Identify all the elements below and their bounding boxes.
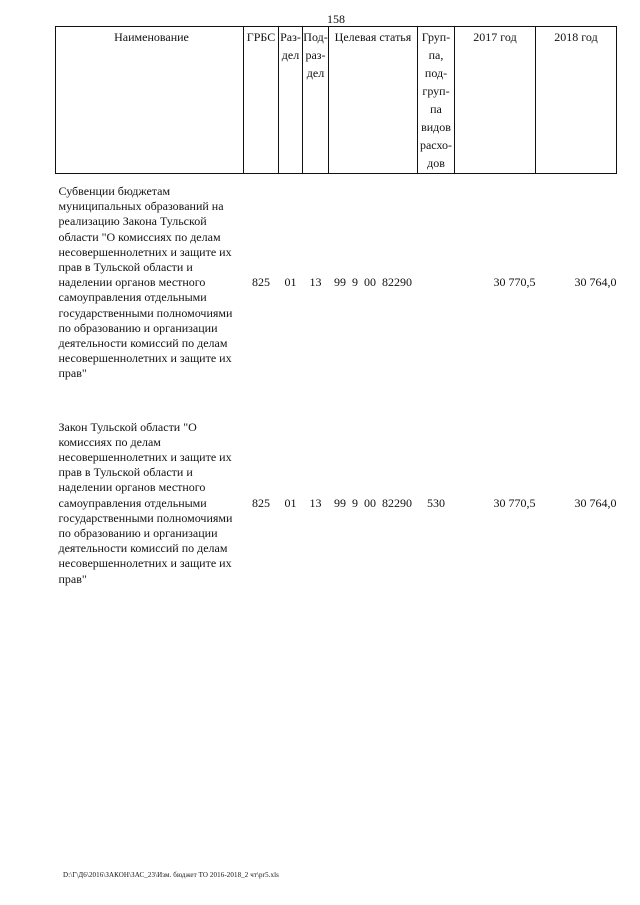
row-subsection: 13 bbox=[309, 495, 322, 510]
page-number: 158 bbox=[327, 12, 345, 26]
header-subsection bbox=[303, 27, 329, 174]
row-amount-2017: 30 770,5 bbox=[493, 495, 536, 510]
header-section bbox=[279, 27, 303, 174]
row-grbs: 825 bbox=[252, 495, 270, 510]
header-name: Наименование bbox=[56, 27, 244, 174]
header-subsection-text: Под- раз- дел bbox=[303, 30, 328, 80]
row-target-article: 99 9 00 82290 bbox=[334, 495, 412, 510]
row-amount-2017: 30 770,5 bbox=[493, 275, 536, 290]
row-target-article: 99 9 00 82290 bbox=[334, 275, 412, 290]
row-grbs: 825 bbox=[252, 275, 270, 290]
row-amount-2018: 30 764,0 bbox=[574, 275, 617, 290]
table-row bbox=[56, 420, 617, 587]
table-header-row bbox=[56, 27, 617, 174]
row-subsection: 13 bbox=[309, 275, 322, 290]
file-path-footer: D:\Г\Д6\2016\ЗАКОН\ЗАС_23\Изм. бюджет ТО 2016-2018_2 чт\pr5.xls bbox=[63, 871, 279, 879]
header-expense-group-text: Груп- па, под- груп- па видов расхо- дов bbox=[419, 30, 453, 170]
header-section-text: Раз- дел bbox=[280, 30, 301, 62]
row-section: 01 bbox=[284, 275, 297, 290]
header-target-article: Целевая статья bbox=[329, 27, 418, 174]
header-year-2017: 2017 год bbox=[455, 27, 536, 174]
header-year-2018: 2018 год bbox=[536, 27, 617, 174]
row-expense-group: 530 bbox=[427, 495, 445, 510]
row-name: Закон Тульской области "О комиссиях по делам несовершеннолетних и защите их прав в Тульской области и наделении органов местного самоуправления отдельными государственными полномочиями по образованию и организации деятельности комиссий по делам несовершеннолетних и защите их прав" bbox=[58, 419, 233, 586]
row-section: 01 bbox=[284, 495, 297, 510]
header-grbs: ГРБС bbox=[244, 27, 279, 174]
table-row bbox=[56, 184, 617, 382]
header-expense-group bbox=[418, 27, 455, 174]
row-amount-2018: 30 764,0 bbox=[574, 495, 617, 510]
row-name: Субвенции бюджетам муниципальных образований на реализацию Закона Тульской области "О комиссиях по делам несовершеннолетних и защите их прав в Тульской области и наделении органов местного самоуправления отдельными государственными полномочиями по образованию и организации деятельности комиссий по делам несовершеннолетних и защите их прав" bbox=[58, 184, 233, 381]
row-expense-group bbox=[418, 184, 455, 382]
budget-table bbox=[55, 26, 617, 587]
